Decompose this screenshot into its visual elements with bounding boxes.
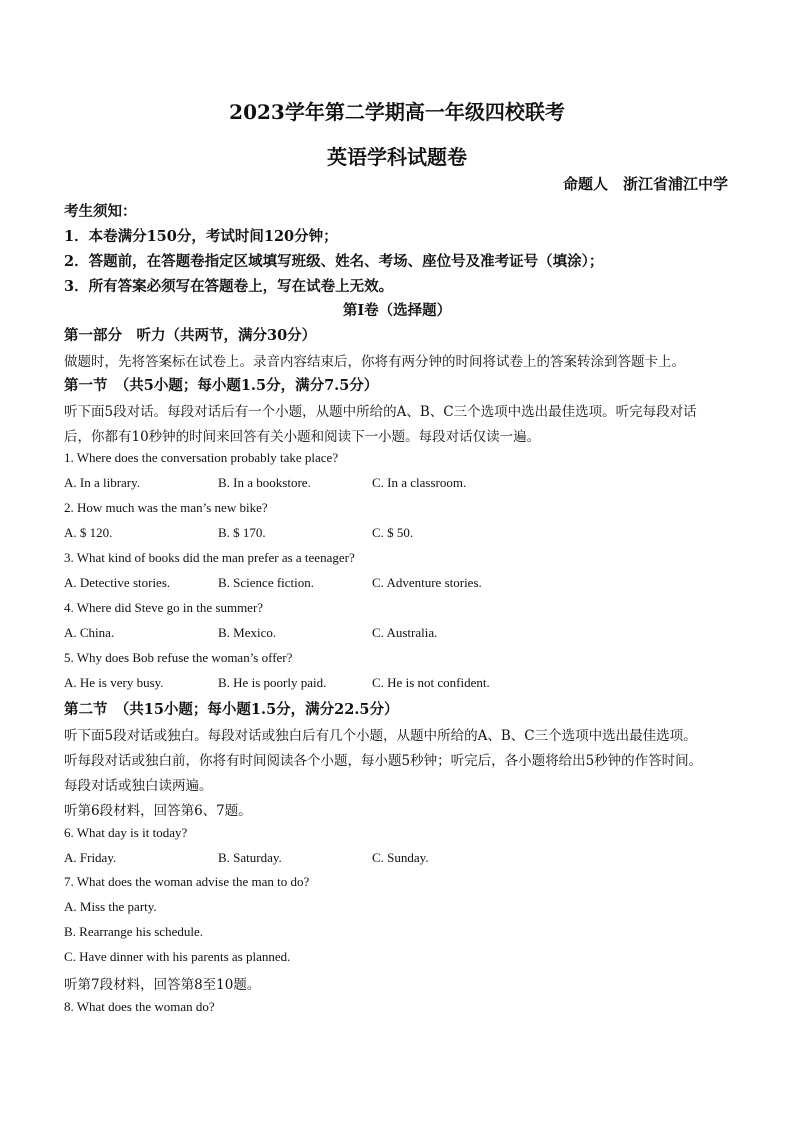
q1-option-c: C. In a classroom.: [372, 475, 467, 490]
q6-option-b: B. Saturday.: [218, 850, 282, 865]
q1-option-b: B. In a bookstore.: [218, 475, 311, 490]
question-4: 4. Where did Steve go in the summer?: [64, 600, 264, 615]
material-7-heading: 听第7段材料，回答第8至10题。: [64, 977, 261, 993]
q1-option-a: A. In a library.: [64, 475, 141, 490]
q2-option-c: C. $ 50.: [372, 525, 414, 540]
notice-item-3: 3．所有答案必须写在答题卷上，写在试卷上无效。: [64, 278, 394, 295]
q7-option-c: C. Have dinner with his parents as planned.: [64, 949, 291, 964]
section2-instruction-1: 听下面5段对话或独白。每段对话或独白后有几个小题，从题中所给的A、B、C三个选项中选出最佳选项。: [64, 728, 697, 744]
section2-heading: 第二节 （共15小题；每小题1.5分，满分22.5分）: [64, 701, 399, 718]
q3-option-c: C. Adventure stories.: [372, 575, 482, 590]
part1-heading: 第一部分 听力（共两节，满分30分）: [64, 327, 317, 344]
q5-option-c: C. He is not confident.: [372, 675, 490, 690]
question-8: 8. What does the woman do?: [64, 999, 215, 1014]
part1-instruction: 做题时，先将答案标在试卷上。录音内容结束后，你将有两分钟的时间将试卷上的答案转涂到答题卡上。: [64, 354, 685, 370]
question-3: 3. What kind of books did the man prefer as a teenager?: [64, 550, 355, 565]
section2-instruction-3: 每段对话或独白读两遍。: [64, 778, 213, 794]
q2-option-a: A. $ 120.: [64, 525, 113, 540]
q2-option-b: B. $ 170.: [218, 525, 266, 540]
question-2: 2. How much was the man’s new bike?: [64, 500, 268, 515]
author-line: 命题人 浙江省浦江中学: [562, 175, 728, 193]
section2-instruction-2: 听每段对话或独白前，你将有时间阅读各个小题，每小题5秒钟；听完后，各小题将给出5秒钟的作答时间。: [64, 753, 703, 769]
q3-option-a: A. Detective stories.: [64, 575, 171, 590]
notice-heading: 考生须知：: [64, 203, 137, 220]
section1-instruction-1: 听下面5段对话。每段对话后有一个小题，从题中所给的A、B、C三个选项中选出最佳选项。听完每段对话: [64, 404, 697, 420]
q7-option-b: B. Rearrange his schedule.: [64, 924, 203, 939]
question-5: 5. Why does Bob refuse the woman’s offer?: [64, 650, 293, 665]
q4-option-b: B. Mexico.: [218, 625, 277, 640]
q7-option-a: A. Miss the party.: [64, 899, 157, 914]
section1-heading: 第一节 （共5小题；每小题1.5分，满分7.5分）: [64, 377, 379, 394]
q4-option-c: C. Australia.: [372, 625, 438, 640]
material-6-heading: 听第6段材料，回答第6、7题。: [64, 803, 252, 819]
section1-instruction-2: 后，你都有10秒钟的时间来回答有关小题和阅读下一小题。每段对话仅读一遍。: [64, 429, 541, 445]
question-7: 7. What does the woman advise the man to do?: [64, 874, 310, 889]
q5-option-a: A. He is very busy.: [64, 675, 164, 690]
question-1: 1. Where does the conversation probably take place?: [64, 450, 339, 465]
q6-option-c: C. Sunday.: [372, 850, 429, 865]
notice-item-1: 1．本卷满分150分，考试时间120分钟；: [64, 228, 338, 245]
q5-option-b: B. He is poorly paid.: [218, 675, 327, 690]
exam-title: 2023学年第二学期高一年级四校联考: [229, 100, 565, 124]
notice-item-2: 2．答题前，在答题卷指定区域填写班级、姓名、考场、座位号及准考证号（填涂）；: [64, 253, 604, 270]
q3-option-b: B. Science fiction.: [218, 575, 315, 590]
volume-heading: 第Ⅰ卷（选择题）: [342, 302, 452, 319]
q6-option-a: A. Friday.: [64, 850, 117, 865]
exam-subtitle: 英语学科试题卷: [327, 145, 467, 169]
question-6: 6. What day is it today?: [64, 825, 188, 840]
q4-option-a: A. China.: [64, 625, 115, 640]
